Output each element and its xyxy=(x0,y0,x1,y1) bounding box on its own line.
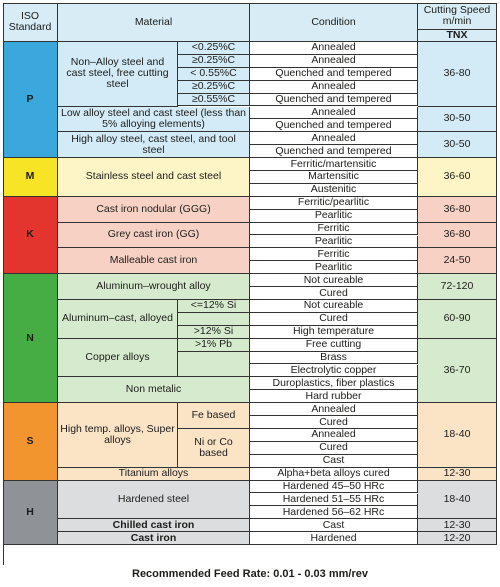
material-p-high: High alloy steel, cast steel, and tool steel xyxy=(58,132,250,158)
speed-header: Cutting Speed m/min xyxy=(418,3,497,30)
condition-cell: Not cureable xyxy=(250,274,418,287)
feed-rate-note: Recommended Feed Rate: 0.01 - 0.03 mm/rev xyxy=(132,568,368,580)
condition-cell: Quenched and tempered xyxy=(250,119,418,132)
material-p-c1: <0.25%C xyxy=(178,42,250,55)
speed-cell: 18-40 xyxy=(418,403,497,468)
condition-cell: Pearlitic xyxy=(250,236,418,249)
condition-cell: Hardened 51–55 HRc xyxy=(250,494,418,507)
speed-cell: 72-120 xyxy=(418,274,497,300)
material-p-c4: ≥0.25%C xyxy=(178,81,250,94)
tnx-header: TNX xyxy=(418,30,497,42)
speed-cell: 18-40 xyxy=(418,481,497,520)
condition-cell: Pearlitic xyxy=(250,261,418,274)
condition-cell: Cast xyxy=(250,455,418,468)
speed-cell: 12-30 xyxy=(418,468,497,481)
condition-cell: Ferritic/pearlitic xyxy=(250,197,418,210)
material-p-low: Low alloy steel and cast steel (less than 5% alloying elements) xyxy=(58,107,250,133)
condition-cell: Free cutting xyxy=(250,339,418,352)
material-k-grey: Grey cast iron (GG) xyxy=(58,223,250,249)
material-h-cast: Cast iron xyxy=(58,532,250,545)
iso-header: ISO Standard xyxy=(3,3,58,42)
material-blank xyxy=(178,352,250,378)
material-n-pb: >1% Pb xyxy=(178,339,250,352)
condition-cell: Duroplastics, fiber plastics xyxy=(250,377,418,390)
condition-cell: Annealed xyxy=(250,55,418,68)
material-s-ni: Ni or Co based xyxy=(178,429,250,468)
material-m-stainless: Stainless steel and cast steel xyxy=(58,158,250,197)
iso-group-n: N xyxy=(3,274,58,403)
material-n-si2: >12% Si xyxy=(178,326,250,339)
condition-cell: Hard rubber xyxy=(250,390,418,403)
condition-cell: Hardened 45–50 HRc xyxy=(250,481,418,494)
speed-cell: 30-50 xyxy=(418,107,497,133)
material-h-chilled: Chilled cast iron xyxy=(58,519,250,532)
material-n-cast: Aluminum–cast, alloyed xyxy=(58,300,178,339)
condition-cell: Cured xyxy=(250,287,418,300)
condition-cell: Quenched and tempered xyxy=(250,68,418,81)
iso-group-k: K xyxy=(3,197,58,274)
condition-cell: Ferritic/martensitic xyxy=(250,158,418,171)
condition-header: Condition xyxy=(250,3,418,42)
material-n-copper: Copper alloys xyxy=(58,339,178,378)
iso-group-s: S xyxy=(3,403,58,480)
speed-cell: 36-70 xyxy=(418,339,497,404)
speed-cell: 12-20 xyxy=(418,532,497,545)
speed-cell: 36-80 xyxy=(418,223,497,249)
material-s-hightemp: High temp. alloys, Super alloys xyxy=(58,403,178,468)
material-n-nonmetal: Non metalic xyxy=(58,377,250,403)
condition-cell: Annealed xyxy=(250,81,418,94)
material-header: Material xyxy=(58,3,250,42)
condition-cell: Martensitic xyxy=(250,171,418,184)
material-p-c3: < 0.55%C xyxy=(178,68,250,81)
speed-cell: 12-30 xyxy=(418,519,497,532)
condition-cell: Cured xyxy=(250,313,418,326)
condition-cell: Electrolytic copper xyxy=(250,365,418,378)
cutting-speed-table xyxy=(3,3,497,565)
iso-group-m: M xyxy=(3,158,58,197)
material-s-titanium: Titanium alloys xyxy=(58,468,250,481)
condition-cell: Hardened xyxy=(250,532,418,545)
iso-group-p: P xyxy=(3,42,58,158)
condition-cell: Brass xyxy=(250,352,418,365)
material-n-si1: <=12% Si xyxy=(178,300,250,313)
condition-cell: Alpha+beta alloys cured xyxy=(250,468,418,481)
speed-cell: 24-50 xyxy=(418,248,497,274)
condition-cell: Ferritic xyxy=(250,223,418,236)
material-p-c5: ≥0.55%C xyxy=(178,94,250,107)
condition-cell: Annealed xyxy=(250,403,418,416)
speed-cell: 60-90 xyxy=(418,300,497,339)
speed-cell: 30-50 xyxy=(418,132,497,158)
speed-cell: 36-80 xyxy=(418,197,497,223)
speed-cell: 36-60 xyxy=(418,158,497,197)
material-k-malleable: Malleable cast iron xyxy=(58,248,250,274)
condition-cell: Not cureable xyxy=(250,300,418,313)
condition-cell: Quenched and tempered xyxy=(250,145,418,158)
condition-cell: Cast xyxy=(250,519,418,532)
condition-cell: Ferritic xyxy=(250,248,418,261)
condition-cell: Austenitic xyxy=(250,184,418,197)
condition-cell: Quenched and tempered xyxy=(250,94,418,107)
condition-cell: Hardened 56–62 HRc xyxy=(250,506,418,519)
speed-cell: 36-80 xyxy=(418,42,497,107)
condition-cell: Annealed xyxy=(250,429,418,442)
condition-cell: Annealed xyxy=(250,132,418,145)
material-n-wrought: Aluminum–wrought alloy xyxy=(58,274,250,300)
condition-cell: Annealed xyxy=(250,42,418,55)
material-p-nonalloy: Non–Alloy steel and cast steel, free cutting steel xyxy=(58,42,178,107)
condition-cell: Cured xyxy=(250,416,418,429)
material-blank xyxy=(178,313,250,326)
material-s-fe: Fe based xyxy=(178,403,250,429)
material-p-c2: ≥0.25%C xyxy=(178,55,250,68)
condition-cell: High temperature xyxy=(250,326,418,339)
material-k-nodular: Cast iron nodular (GGG) xyxy=(58,197,250,223)
material-h-hardened: Hardened steel xyxy=(58,481,250,520)
condition-cell: Pearlitic xyxy=(250,210,418,223)
condition-cell: Cured xyxy=(250,442,418,455)
condition-cell: Annealed xyxy=(250,107,418,120)
iso-group-h: H xyxy=(3,481,58,546)
